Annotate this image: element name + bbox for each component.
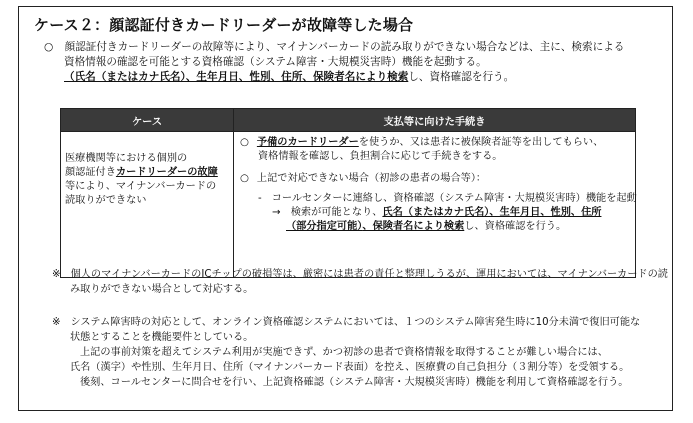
intro-line-1 [44,40,624,55]
procedure-dash-line-3 [286,220,566,234]
procedure-bullet-2 [240,172,486,186]
procedure-bullet-1 [240,136,603,150]
header-case: ケース [61,109,234,132]
intro-search-fields: （氏名（またはカナ氏名）、生年月日、性別、住所、保険者名により検索 [64,71,409,83]
note-1-line-2: み取りができない場合として対応する。 [70,284,254,295]
case-line-1: 医療機関等における個別の [65,153,188,164]
note-2-line-5: 後刻、コールセンターに問合せを行い、上記資格確認（システム障害・大規模災害時）機能を利用して資格確認を行う。 [80,377,629,388]
bullet-2-text: 上記で対応できない場合（初診の患者の場合等）： [256,173,487,184]
case-cell [61,132,234,278]
spare-card-reader: 予備のカードリーダー [256,137,359,148]
note-2-line-4: 氏名（漢字）や性別、生年月日、住所（マイナンバーカード表面）を控え、医療費の自己負担分（３割分等）を受領する。 [70,362,630,373]
bullet-1-mark: ○ [240,137,249,148]
bullet-1-rest: を使うか、又は患者に被保険者証等を出してもらい、 [358,137,604,148]
procedure-bullet-1-line-2: 資格情報を確認し、負担割合に応じて手続きをする。 [258,151,503,162]
header-procedure: 支払等に向けた手続き [234,109,636,132]
intro-bullet: ○ [44,41,54,53]
dash-text-1: コールセンターに連絡し、資格確認（システム障害・大規模災害時）機能を起動 [271,193,637,204]
insurer-search-label: 、保険者名により検索 [362,221,465,232]
intro-line-3 [64,70,514,85]
intro-line-3-rest: し、資格確認を行う。 [408,71,515,83]
bullet-2-mark: ○ [240,173,249,184]
procedure-cell [234,132,636,278]
note-2-line-1 [52,315,640,330]
note-2-text-1: システム障害時の対応として、オンライン資格確認システムにおいては、１つのシステム障害発生時に10分未満で復旧可能な [70,317,641,328]
procedure-dash-line-2 [272,206,601,220]
note-2-line-3: 上記の事前対策を超えてシステム利用が実施できず、かつ初診の患者で資格情報を取得することが難しい場合には、 [80,347,608,358]
intro-text-1: 顔認証付きカードリーダーの故障等により、マイナンバーカードの読み取りができない場合などは、主に、検索による [64,41,625,53]
intro-line-2: 資格情報の確認を可能とする資格確認（システム障害・大規模災害時）機能を起動する。 [64,56,487,68]
case-line-2-pre: 顔認証付き [65,167,116,178]
note-1-line-1 [52,267,668,282]
table-header-row [61,109,636,132]
dash-line-3-rest: し、資格確認を行う。 [464,221,567,232]
case-line-2 [65,166,218,180]
partial-spec-label: （部分指定可能） [286,221,363,232]
note-2-line-2: 状態とすることを機能要件としている。 [70,332,254,343]
case-line-4: 読取りができない [65,195,147,206]
dash-search-fields: 氏名（またはカナ氏名）、生年月日、性別、住所 [382,207,602,218]
case-card-reader-failure: カードリーダーの故障 [115,167,218,178]
case-line-3: 等により、マイナンバーカードの [65,181,217,192]
procedure-table [60,108,636,278]
page-title: ケース２：顔認証付きカードリーダーが故障等した場合 [34,16,414,34]
procedure-dash-line-1 [258,192,637,206]
note-1-text-1: 個人のマイナンバーカードのICチップの破損等は、厳密には患者の責任と整理しうるが、運用においては、マイナンバーカードの読 [70,269,668,280]
note-2-mark: ※ [52,317,61,328]
table-row [61,132,636,278]
note-1-mark: ※ [52,269,61,280]
dash-line-2-pre: → 検索が可能となり、 [272,207,383,218]
dash-mark: - [258,193,262,204]
